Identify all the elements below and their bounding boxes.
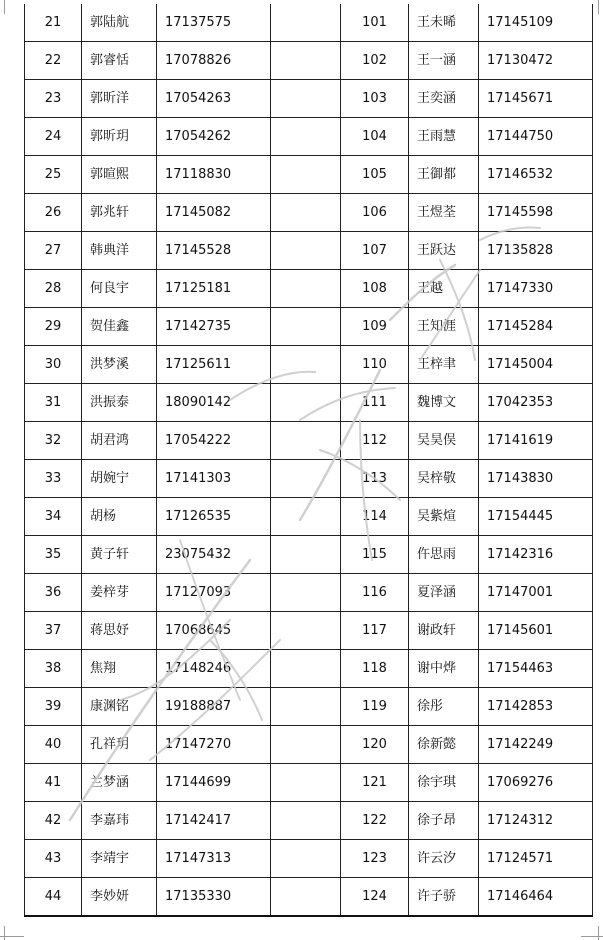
- student-name: 李嘉玮: [82, 802, 157, 840]
- row-number: 27: [25, 232, 82, 270]
- student-name: 黄子轩: [82, 536, 157, 574]
- student-id: 17147270: [157, 726, 271, 764]
- student-id: 17068645: [157, 612, 271, 650]
- student-name: 王梓聿: [409, 346, 479, 384]
- student-id: 17054222: [157, 422, 271, 460]
- student-id: 17148246: [157, 650, 271, 688]
- row-number: 106: [341, 194, 409, 232]
- student-name: 谢中烨: [409, 650, 479, 688]
- student-id: 17145598: [479, 194, 593, 232]
- student-name: 蒋思妤: [82, 612, 157, 650]
- student-name: 康渊铭: [82, 688, 157, 726]
- table-row: [25, 802, 593, 840]
- table-row: [25, 688, 593, 726]
- table-row: [25, 878, 593, 917]
- row-number: 38: [25, 650, 82, 688]
- student-id: 17118830: [157, 156, 271, 194]
- student-id: 17144699: [157, 764, 271, 802]
- column-gap: [271, 384, 341, 422]
- row-number: 119: [341, 688, 409, 726]
- student-id: 17145004: [479, 346, 593, 384]
- row-number: 44: [25, 878, 82, 917]
- row-number: 110: [341, 346, 409, 384]
- column-gap: [271, 802, 341, 840]
- student-id: 17145109: [479, 4, 593, 42]
- student-id: 17154463: [479, 650, 593, 688]
- student-id: 17142853: [479, 688, 593, 726]
- row-number: 108: [341, 270, 409, 308]
- row-number: 120: [341, 726, 409, 764]
- student-name: 王跃达: [409, 232, 479, 270]
- student-id: 17126535: [157, 498, 271, 536]
- student-name: 胡杨: [82, 498, 157, 536]
- column-gap: [271, 42, 341, 80]
- student-id: 23075432: [157, 536, 271, 574]
- student-name: 夏泽涵: [409, 574, 479, 612]
- row-number: 40: [25, 726, 82, 764]
- student-name: 洪梦溪: [82, 346, 157, 384]
- student-id: 17125181: [157, 270, 271, 308]
- row-number: 112: [341, 422, 409, 460]
- row-number: 28: [25, 270, 82, 308]
- student-id: 17141303: [157, 460, 271, 498]
- student-name: 吴紫煊: [409, 498, 479, 536]
- student-name: 孔祥玥: [82, 726, 157, 764]
- row-number: 42: [25, 802, 82, 840]
- column-gap: [271, 878, 341, 917]
- row-number: 109: [341, 308, 409, 346]
- table-row: [25, 650, 593, 688]
- row-number: 105: [341, 156, 409, 194]
- row-number: 104: [341, 118, 409, 156]
- student-id: 17147330: [479, 270, 593, 308]
- student-name: 郭陆航: [82, 4, 157, 42]
- crop-mark: [581, 936, 603, 937]
- student-id: 17137575: [157, 4, 271, 42]
- row-number: 111: [341, 384, 409, 422]
- table-row: [25, 4, 593, 42]
- column-gap: [271, 4, 341, 42]
- column-gap: [271, 650, 341, 688]
- student-name: 吴梓敬: [409, 460, 479, 498]
- student-name: 郭昕玥: [82, 118, 157, 156]
- table-row: [25, 156, 593, 194]
- row-number: 29: [25, 308, 82, 346]
- row-number: 102: [341, 42, 409, 80]
- column-gap: [271, 688, 341, 726]
- table-row: [25, 536, 593, 574]
- column-gap: [271, 118, 341, 156]
- row-number: 34: [25, 498, 82, 536]
- student-name: 许云汐: [409, 840, 479, 878]
- student-id: 17142417: [157, 802, 271, 840]
- column-gap: [271, 764, 341, 802]
- student-name: 兰梦涵: [82, 764, 157, 802]
- student-name: 徐宇琪: [409, 764, 479, 802]
- student-id: 17147313: [157, 840, 271, 878]
- column-gap: [271, 574, 341, 612]
- table-row: [25, 460, 593, 498]
- student-name: 徐彤: [409, 688, 479, 726]
- student-name: 王越: [409, 270, 479, 308]
- row-number: 114: [341, 498, 409, 536]
- column-gap: [271, 270, 341, 308]
- student-id: 17124312: [479, 802, 593, 840]
- student-name: 郭暄熙: [82, 156, 157, 194]
- student-id: 18090142: [157, 384, 271, 422]
- student-id: 17135330: [157, 878, 271, 917]
- student-id: 17146464: [479, 878, 593, 917]
- student-name: 焦翔: [82, 650, 157, 688]
- student-id: 17145082: [157, 194, 271, 232]
- student-name: 郭昕洋: [82, 80, 157, 118]
- student-name: 李妙妍: [82, 878, 157, 917]
- student-id: 17042353: [479, 384, 593, 422]
- table-row: [25, 118, 593, 156]
- row-number: 23: [25, 80, 82, 118]
- student-id: 17143830: [479, 460, 593, 498]
- student-name: 魏博文: [409, 384, 479, 422]
- student-id: 17069276: [479, 764, 593, 802]
- row-number: 121: [341, 764, 409, 802]
- column-gap: [271, 460, 341, 498]
- student-id: 17142249: [479, 726, 593, 764]
- student-id: 17135828: [479, 232, 593, 270]
- table-row: [25, 346, 593, 384]
- student-name: 李靖宇: [82, 840, 157, 878]
- student-name: 仵思雨: [409, 536, 479, 574]
- student-name: 王煜荃: [409, 194, 479, 232]
- table-row: [25, 498, 593, 536]
- column-gap: [271, 156, 341, 194]
- column-gap: [271, 232, 341, 270]
- student-id: 17142735: [157, 308, 271, 346]
- student-name: 王御都: [409, 156, 479, 194]
- row-number: 124: [341, 878, 409, 917]
- row-number: 41: [25, 764, 82, 802]
- row-number: 122: [341, 802, 409, 840]
- student-name: 胡君鸿: [82, 422, 157, 460]
- table-row: [25, 270, 593, 308]
- student-name: 王奕涵: [409, 80, 479, 118]
- student-id: 17142316: [479, 536, 593, 574]
- student-name: 徐子昂: [409, 802, 479, 840]
- student-name: 郭兆轩: [82, 194, 157, 232]
- row-number: 37: [25, 612, 82, 650]
- column-gap: [271, 840, 341, 878]
- student-id: 17144750: [479, 118, 593, 156]
- student-name: 姜梓芽: [82, 574, 157, 612]
- row-number: 107: [341, 232, 409, 270]
- student-name: 许子骄: [409, 878, 479, 917]
- student-id: 17145671: [479, 80, 593, 118]
- table-row: [25, 574, 593, 612]
- row-number: 116: [341, 574, 409, 612]
- student-name: 王知涯: [409, 308, 479, 346]
- student-id: 17125611: [157, 346, 271, 384]
- row-number: 35: [25, 536, 82, 574]
- crop-mark: [598, 926, 599, 940]
- table-row: [25, 308, 593, 346]
- crop-mark: [4, 926, 5, 940]
- table-row: [25, 194, 593, 232]
- row-number: 39: [25, 688, 82, 726]
- column-gap: [271, 346, 341, 384]
- row-number: 43: [25, 840, 82, 878]
- student-id: 17145284: [479, 308, 593, 346]
- table-row: [25, 840, 593, 878]
- student-id: 17054262: [157, 118, 271, 156]
- row-number: 26: [25, 194, 82, 232]
- student-id: 17078826: [157, 42, 271, 80]
- column-gap: [271, 536, 341, 574]
- row-number: 31: [25, 384, 82, 422]
- row-number: 123: [341, 840, 409, 878]
- column-gap: [271, 308, 341, 346]
- student-name: 洪振泰: [82, 384, 157, 422]
- student-id: 17147001: [479, 574, 593, 612]
- row-number: 33: [25, 460, 82, 498]
- student-name: 郭睿恬: [82, 42, 157, 80]
- student-name: 何良宇: [82, 270, 157, 308]
- table-row: [25, 612, 593, 650]
- student-name: 王未晞: [409, 4, 479, 42]
- student-name: 胡婉宁: [82, 460, 157, 498]
- table-row: [25, 384, 593, 422]
- crop-mark: [598, 0, 599, 14]
- student-id: 19188887: [157, 688, 271, 726]
- column-gap: [271, 194, 341, 232]
- row-number: 117: [341, 612, 409, 650]
- student-id: 17154445: [479, 498, 593, 536]
- table-row: [25, 232, 593, 270]
- row-number: 113: [341, 460, 409, 498]
- student-name: 王雨慧: [409, 118, 479, 156]
- student-id: 17124571: [479, 840, 593, 878]
- crop-mark: [0, 936, 24, 937]
- column-gap: [271, 726, 341, 764]
- student-name: 吴昊俣: [409, 422, 479, 460]
- column-gap: [271, 498, 341, 536]
- student-id: 17145601: [479, 612, 593, 650]
- student-id: 17146532: [479, 156, 593, 194]
- table-row: [25, 764, 593, 802]
- table-row: [25, 80, 593, 118]
- student-id: 17130472: [479, 42, 593, 80]
- row-number: 101: [341, 4, 409, 42]
- student-id: 17054263: [157, 80, 271, 118]
- row-number: 32: [25, 422, 82, 460]
- table-row: [25, 422, 593, 460]
- student-id: 17127093: [157, 574, 271, 612]
- crop-mark: [4, 0, 5, 14]
- row-number: 103: [341, 80, 409, 118]
- column-gap: [271, 422, 341, 460]
- student-id: 17141619: [479, 422, 593, 460]
- row-number: 24: [25, 118, 82, 156]
- row-number: 36: [25, 574, 82, 612]
- student-name: 谢政轩: [409, 612, 479, 650]
- row-number: 21: [25, 4, 82, 42]
- row-number: 22: [25, 42, 82, 80]
- table-row: [25, 42, 593, 80]
- row-number: 30: [25, 346, 82, 384]
- student-name: 韩典洋: [82, 232, 157, 270]
- student-name: 贺佳鑫: [82, 308, 157, 346]
- student-name: 王一涵: [409, 42, 479, 80]
- column-gap: [271, 612, 341, 650]
- column-gap: [271, 80, 341, 118]
- student-name: 徐新懿: [409, 726, 479, 764]
- row-number: 115: [341, 536, 409, 574]
- table-row: [25, 726, 593, 764]
- student-id: 17145528: [157, 232, 271, 270]
- row-number: 118: [341, 650, 409, 688]
- student-roster-table: [24, 4, 593, 917]
- row-number: 25: [25, 156, 82, 194]
